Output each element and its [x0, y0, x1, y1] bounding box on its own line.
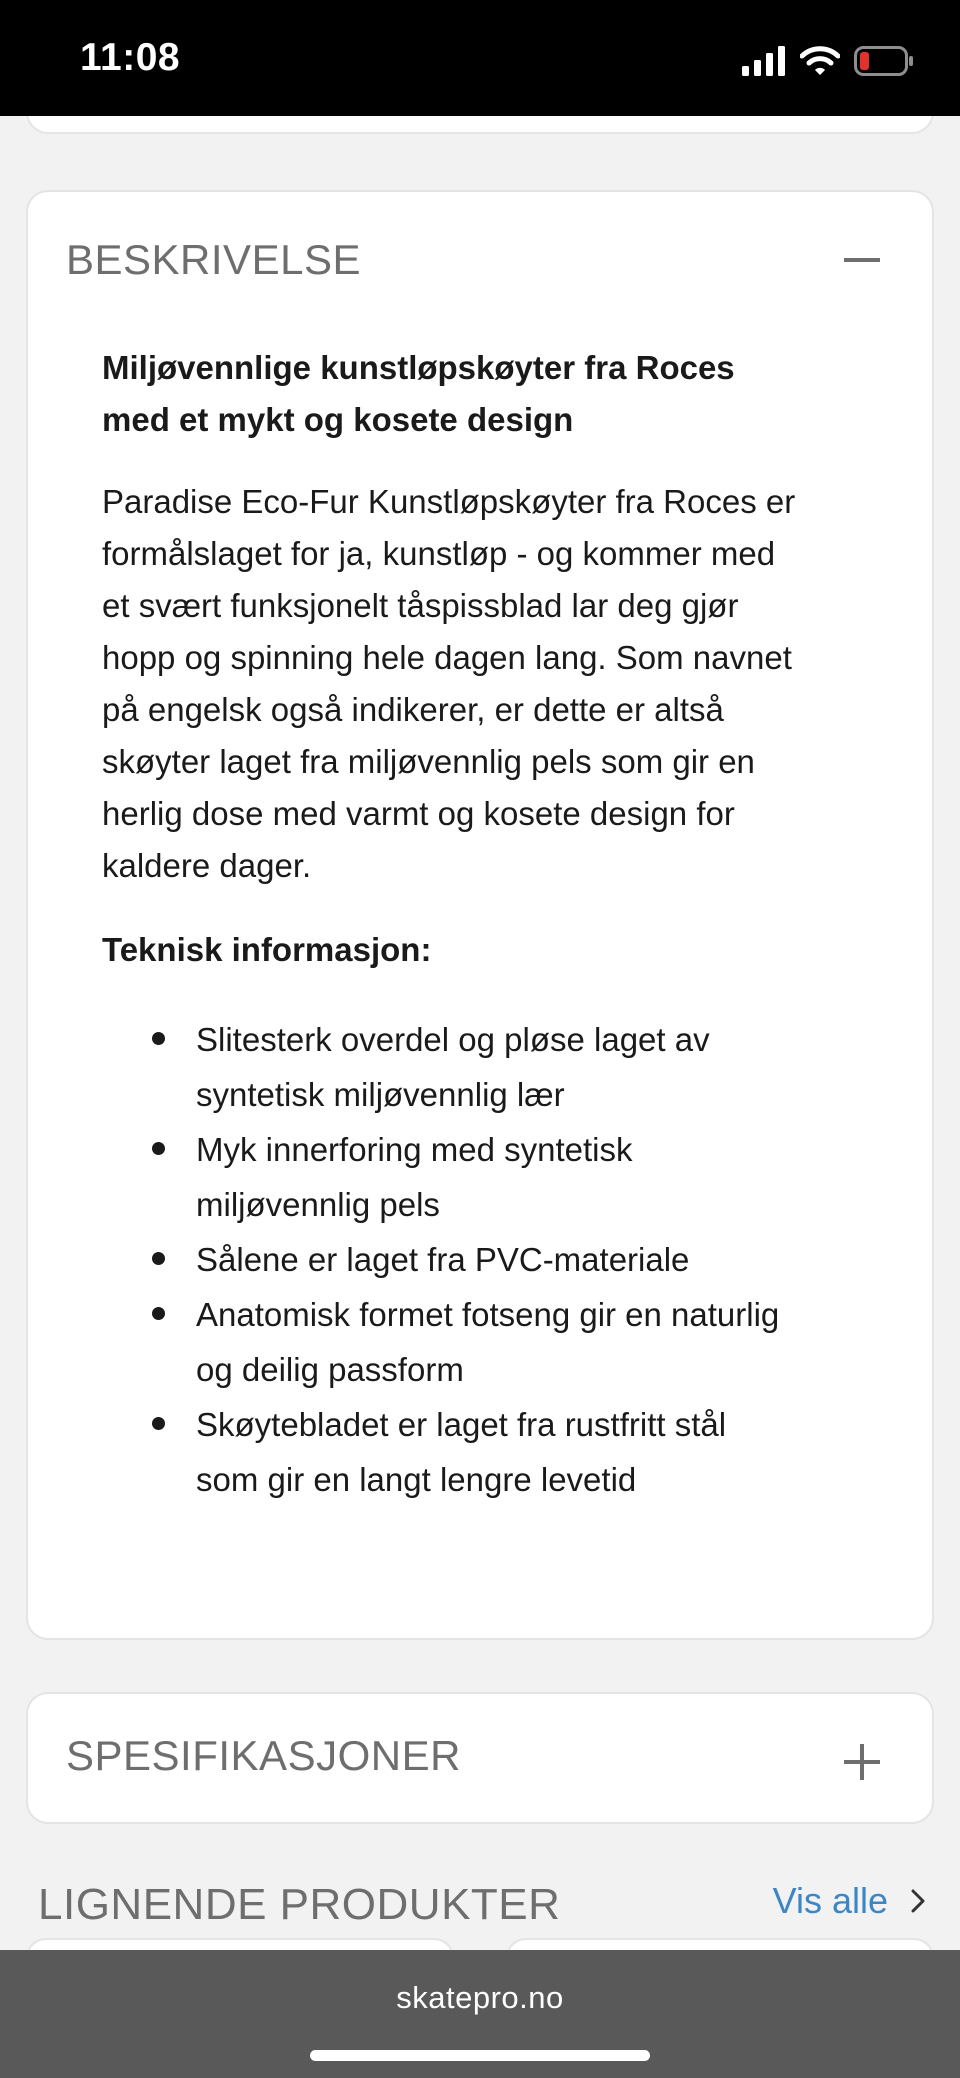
feature-list: [102, 1012, 902, 1507]
wifi-icon: [800, 46, 840, 76]
browser-address-bar[interactable]: [0, 1950, 960, 2078]
description-subtitle: [102, 342, 902, 446]
similar-products-heading: LIGNENDE PRODUKTER: [38, 1880, 561, 1929]
list-item: [102, 1287, 902, 1397]
list-item: [102, 1012, 902, 1122]
home-indicator[interactable]: [310, 2050, 650, 2061]
description-accordion: [26, 190, 934, 1640]
signal-icon: [742, 46, 786, 76]
paragraph-line: på engelsk også indikerer, er dette er altså: [102, 691, 724, 728]
feature-line: som gir en langt lengre levetid: [196, 1461, 637, 1498]
battery-low-icon: [854, 46, 914, 76]
specifications-heading[interactable]: SPESIFIKASJONER: [66, 1732, 461, 1779]
feature-line: Skøytebladet er laget fra rustfritt stål: [196, 1406, 727, 1443]
paragraph-line: Paradise Eco-Fur Kunstløpskøyter fra Roces er: [102, 483, 796, 520]
paragraph-line: formålslaget for ja, kunstløp - og kommer med: [102, 535, 776, 572]
subtitle-line: med et mykt og kosete design: [102, 401, 574, 438]
list-item: [102, 1122, 902, 1232]
previous-section-card: [26, 116, 934, 134]
list-item: [102, 1397, 902, 1507]
bullet-icon: [152, 1307, 165, 1320]
status-time: 11:08: [80, 36, 181, 79]
paragraph-line: hopp og spinning hele dagen lang. Som navnet: [102, 639, 792, 676]
paragraph-line: skøyter laget fra miljøvennlig pels som gir en: [102, 743, 755, 780]
list-item: [102, 1232, 902, 1287]
feature-line: Sålene er laget fra PVC-materiale: [196, 1241, 690, 1278]
subtitle-line: Miljøvennlige kunstløpskøyter fra Roces: [102, 349, 735, 386]
tech-info-heading: Teknisk informasjon:: [102, 931, 432, 968]
feature-line: miljøvennlig pels: [196, 1186, 440, 1223]
see-all-label[interactable]: Vis alle: [772, 1880, 888, 1921]
feature-line: Slitesterk overdel og pløse laget av: [196, 1021, 710, 1058]
bullet-icon: [152, 1417, 165, 1430]
paragraph-line: kaldere dager.: [102, 847, 312, 884]
product-card[interactable]: [26, 1938, 454, 1950]
product-card[interactable]: [506, 1938, 934, 1950]
status-bar: [0, 0, 960, 116]
page-content: [0, 116, 960, 1950]
description-paragraph: [102, 476, 902, 892]
url-text[interactable]: skatepro.no: [396, 1980, 564, 2015]
bullet-icon: [152, 1252, 165, 1265]
feature-line: Myk innerforing med syntetisk: [196, 1131, 633, 1168]
paragraph-line: et svært funksjonelt tåspissblad lar deg gjør: [102, 587, 739, 624]
bullet-icon: [152, 1142, 165, 1155]
feature-line: og deilig passform: [196, 1351, 464, 1388]
specifications-accordion[interactable]: [26, 1692, 934, 1824]
minus-icon[interactable]: [844, 242, 880, 278]
bullet-icon: [152, 1032, 165, 1045]
paragraph-line: herlig dose med varmt og kosete design for: [102, 795, 735, 832]
see-all-link[interactable]: [773, 1880, 926, 1922]
status-icons: [742, 44, 914, 78]
plus-icon[interactable]: [844, 1744, 880, 1780]
description-body: [102, 342, 902, 1507]
description-heading[interactable]: BESKRIVELSE: [66, 236, 361, 283]
feature-line: Anatomisk formet fotseng gir en naturlig: [196, 1296, 780, 1333]
feature-line: syntetisk miljøvennlig lær: [196, 1076, 565, 1113]
chevron-right-icon[interactable]: [910, 1888, 926, 1914]
